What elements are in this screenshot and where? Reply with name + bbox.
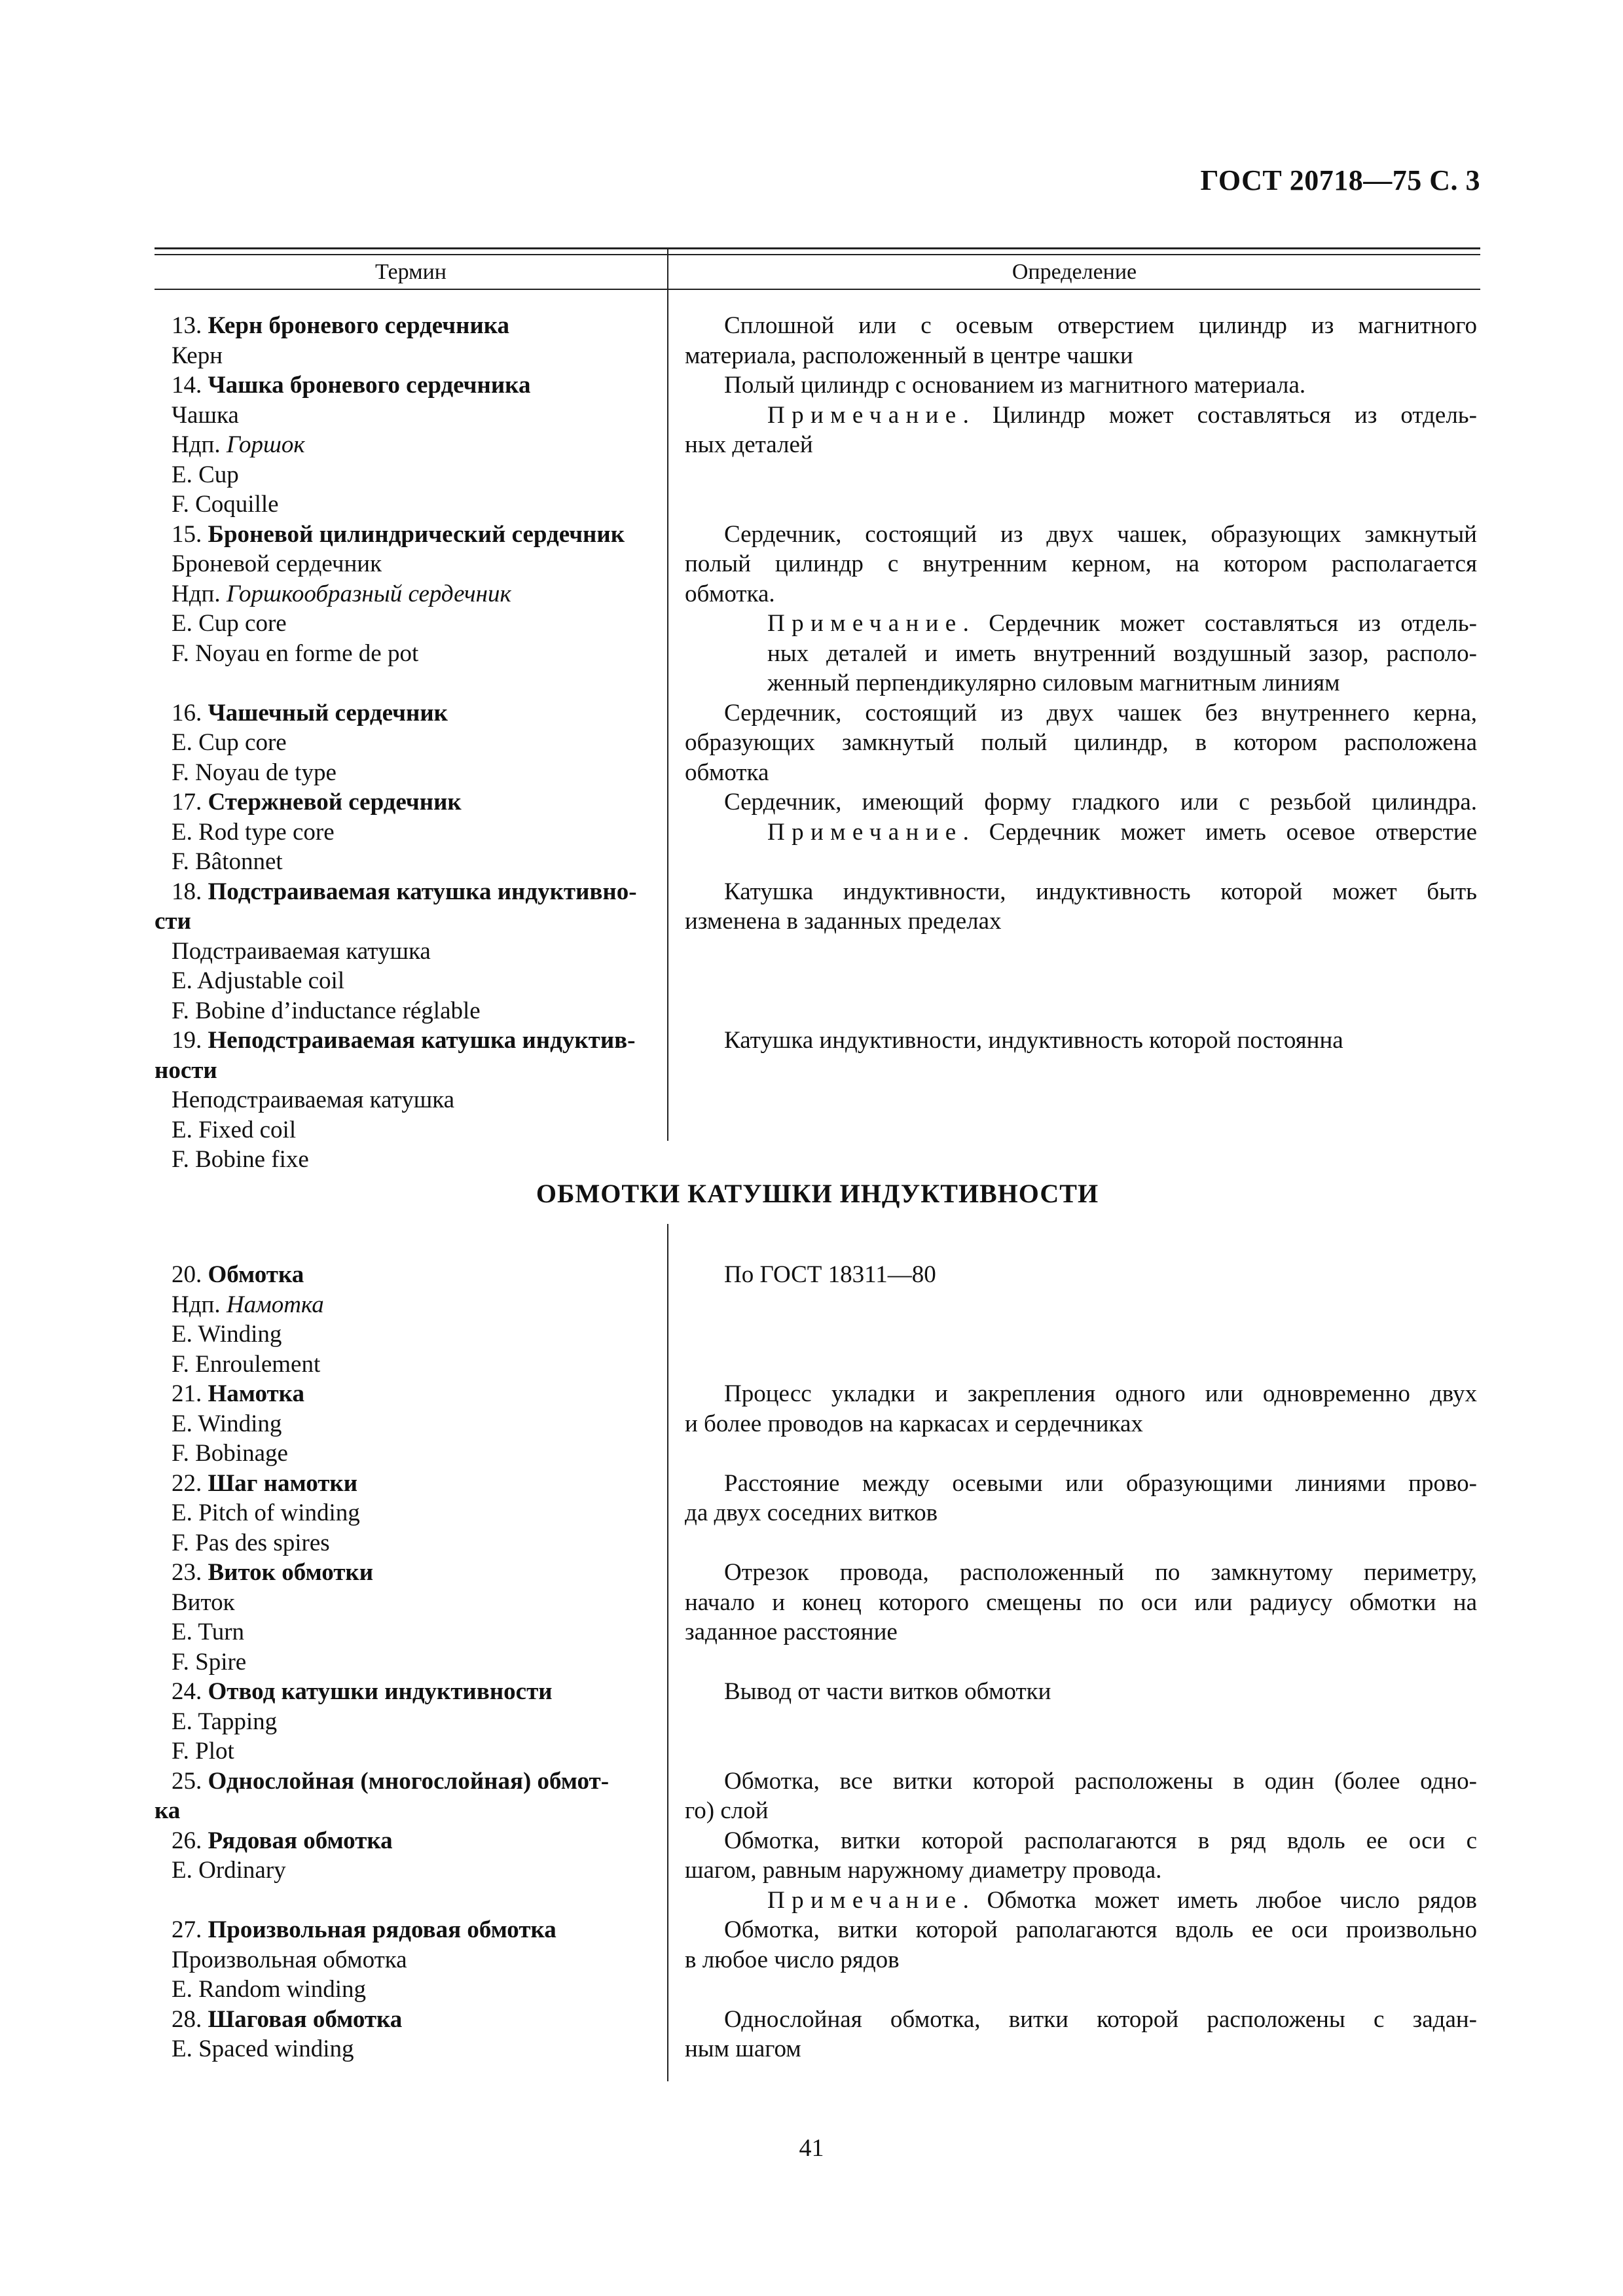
definition-line	[685, 1498, 1477, 1528]
term-line	[172, 1558, 661, 1588]
term-line	[172, 579, 661, 609]
term-name: Чашечный сердечник	[208, 699, 448, 726]
term-variant: E. Rod type core	[172, 818, 335, 846]
term-line	[172, 877, 661, 907]
term-variant: F. Bâtonnet	[172, 848, 283, 875]
term-number: 18.	[172, 878, 208, 905]
term-variant: E. Cup	[172, 461, 239, 488]
term-line	[172, 549, 661, 579]
term-line	[172, 1856, 661, 1886]
definition-line	[685, 1945, 1477, 1975]
term-line	[172, 996, 661, 1026]
page-number: 41	[799, 2134, 824, 2162]
definition-text: Катушка индуктивности, индуктивность которой может быть	[724, 878, 1477, 905]
term-number: 27.	[172, 1916, 208, 1943]
definition-text: Вывод от части витков обмотки	[724, 1678, 1051, 1705]
term-name: Намотка	[208, 1380, 304, 1407]
definition-line	[685, 1767, 1477, 1797]
definition-text: Обмотка, витки которой располагаются в ряд вдоль ее оси с	[724, 1827, 1477, 1854]
definition-text: женный перпендикулярно силовым магнитным линиям	[767, 670, 1340, 696]
term-line	[172, 341, 661, 371]
deprecated-term: Намотка	[226, 1291, 324, 1318]
term-line	[172, 639, 661, 669]
term-line	[172, 937, 661, 967]
definition-line	[685, 2034, 1477, 2064]
definition-line	[685, 787, 1477, 817]
block2-terms	[155, 1260, 661, 2064]
term-variant: F. Noyau en forme de pot	[172, 639, 419, 667]
term-line	[172, 1677, 661, 1707]
term-variant: E. Adjustable coil	[172, 967, 345, 994]
definition-line	[685, 847, 1477, 877]
definition-line	[685, 430, 1477, 460]
term-line	[172, 311, 661, 341]
term-name: Однослойная (многослойная) обмот-	[208, 1767, 610, 1795]
term-line	[172, 401, 661, 431]
table-header-rule	[155, 289, 1480, 290]
term-line	[172, 847, 661, 877]
definition-text: . Сердечник может составляться из отдель-	[962, 610, 1477, 637]
term-variant: F. Enroulement	[172, 1350, 321, 1378]
definition-line	[685, 490, 1477, 520]
term-line	[172, 1767, 661, 1797]
term-variant: E. Pitch of winding	[172, 1499, 360, 1526]
block1-definitions	[685, 311, 1477, 1056]
term-name: Виток обмотки	[208, 1559, 374, 1586]
term-variant: Произвольная обмотка	[172, 1946, 407, 1973]
term-variant: F. Bobine fixe	[172, 1146, 309, 1173]
definition-line	[685, 1350, 1477, 1380]
term-line	[172, 1915, 661, 1945]
term-name: Керн броневого сердечника	[208, 312, 510, 339]
term-line	[172, 758, 661, 788]
definition-line	[685, 1886, 1477, 1916]
definition-text: По ГОСТ 18311—80	[724, 1261, 936, 1288]
term-line	[172, 1379, 661, 1409]
definition-line	[685, 1617, 1477, 1647]
definition-line	[685, 937, 1477, 967]
term-line	[172, 1975, 661, 2005]
term-number: 14.	[172, 372, 208, 399]
definition-text: Полый цилиндр с основанием из магнитного материала.	[724, 372, 1306, 399]
term-line	[172, 1350, 661, 1380]
definition-line	[685, 341, 1477, 371]
term-variant: E. Spaced winding	[172, 2036, 354, 2062]
column-divider-2	[667, 1224, 668, 2081]
definition-line	[685, 1558, 1477, 1588]
definition-line	[685, 609, 1477, 639]
term-variant: F. Coquille	[172, 491, 279, 518]
term-line	[172, 817, 661, 848]
term-name: Рядовая обмотка	[208, 1827, 393, 1854]
definition-text: . Сердечник может иметь осевое отверстие	[962, 818, 1477, 846]
definition-text: в любое число рядов	[685, 1946, 900, 1973]
term-number: 26.	[172, 1827, 208, 1854]
term-name-continuation: ности	[155, 1056, 217, 1084]
term-line	[172, 1115, 661, 1145]
term-name: Отвод катушки индуктивности	[208, 1678, 553, 1705]
deprecated-label: Ндп.	[172, 580, 227, 607]
term-variant: E. Turn	[172, 1619, 245, 1645]
term-number: 17.	[172, 789, 208, 816]
term-variant: E. Cup core	[172, 610, 287, 637]
definition-text: Сплошной или с осевым отверстием цилиндр из магнитного	[724, 312, 1477, 339]
definition-line	[685, 1707, 1477, 1737]
term-number: 20.	[172, 1261, 208, 1288]
term-line	[155, 906, 661, 937]
term-number: 19.	[172, 1027, 208, 1054]
term-line	[172, 1498, 661, 1528]
definition-text: ных деталей	[685, 431, 813, 458]
section-title: ОБМОТКИ КАТУШКИ ИНДУКТИВНОСТИ	[536, 1179, 1099, 1208]
definition-text: обмотка	[685, 759, 769, 786]
term-variant: Неподстраиваемая катушка	[172, 1086, 455, 1113]
term-line	[172, 1826, 661, 1856]
term-variant: Чашка	[172, 401, 239, 429]
definition-line	[685, 1826, 1477, 1856]
term-line	[172, 1085, 661, 1115]
definition-text: заданное расстояние	[685, 1619, 898, 1645]
deprecated-term: Горшкообразный сердечник	[226, 580, 511, 607]
definition-line	[685, 1647, 1477, 1677]
term-number: 15.	[172, 520, 208, 548]
definition-line	[685, 1026, 1477, 1056]
definition-line	[685, 1677, 1477, 1707]
term-line	[172, 430, 661, 460]
term-line	[172, 490, 661, 520]
definition-line	[685, 401, 1477, 431]
term-line	[172, 1026, 661, 1056]
definition-line	[685, 877, 1477, 907]
term-number: 22.	[172, 1469, 208, 1497]
term-variant: E. Tapping	[172, 1708, 278, 1735]
definition-line	[685, 1856, 1477, 1886]
definition-text: Сердечник, состоящий из двух чашек, образующих замкнутый	[724, 520, 1477, 548]
column-divider-1	[667, 247, 668, 1141]
definition-line	[685, 1409, 1477, 1439]
term-name: Произвольная рядовая обмотка	[208, 1916, 556, 1943]
definition-text: Однослойная обмотка, витки которой расположены с задан-	[724, 2005, 1477, 2033]
definition-text: изменена в заданных пределах	[685, 908, 1002, 935]
term-line	[172, 1409, 661, 1439]
definition-text: . Обмотка может иметь любое число рядов	[962, 1886, 1477, 1914]
definition-text: Обмотка, все витки которой расположены в один (более одно-	[724, 1767, 1477, 1795]
definition-text: Сердечник, состоящий из двух чашек без внутреннего керна,	[724, 699, 1477, 726]
definition-text: шагом, равным наружному диаметру провода.	[685, 1857, 1162, 1884]
term-variant: Керн	[172, 342, 223, 369]
definition-text: Сердечник, имеющий форму гладкого или с резьбой цилиндра.	[724, 789, 1477, 816]
definition-line	[685, 1290, 1477, 1320]
definition-text: Процесс укладки и закрепления одного или одновременно двух	[724, 1380, 1477, 1407]
term-variant: F. Noyau de type	[172, 759, 337, 786]
deprecated-label: Ндп.	[172, 431, 227, 458]
term-number: 28.	[172, 2005, 208, 2033]
term-line	[172, 668, 661, 698]
deprecated-label: Ндп.	[172, 1291, 227, 1318]
definition-line	[685, 549, 1477, 579]
term-variant: E. Fixed coil	[172, 1116, 297, 1143]
term-line	[172, 1469, 661, 1499]
definition-text: ных деталей и иметь внутренний воздушный зазор, располо-	[767, 639, 1477, 667]
document-header: ГОСТ 20718—75 С. 3	[1200, 164, 1480, 196]
term-variant: E. Ordinary	[172, 1857, 286, 1884]
definition-line	[685, 728, 1477, 758]
term-variant: Виток	[172, 1588, 235, 1616]
term-name-continuation: сти	[155, 908, 191, 935]
term-variant: F. Pas des spires	[172, 1529, 330, 1556]
definition-line	[685, 460, 1477, 490]
definition-text: Расстояние между осевыми или образующими линиями прово-	[724, 1469, 1477, 1497]
term-variant: E. Cup core	[172, 729, 287, 756]
definition-text: материала, расположенный в центре чашки	[685, 342, 1133, 369]
term-line	[155, 1056, 661, 1086]
term-name: Подстраиваемая катушка индуктивно-	[208, 878, 637, 905]
term-variant: Подстраиваемая катушка	[172, 937, 431, 965]
term-number: 24.	[172, 1678, 208, 1705]
definition-line	[685, 1528, 1477, 1558]
definition-text: начало и конец которого смещены по оси или радиусу обмотки на	[685, 1588, 1477, 1616]
definition-text: полый цилиндр с внутренним керном, на котором располагается	[685, 550, 1477, 577]
definition-line	[685, 520, 1477, 550]
term-line	[172, 728, 661, 758]
term-line	[172, 1707, 661, 1737]
definition-text: Обмотка, витки которой раполагаются вдоль ее оси произвольно	[724, 1916, 1477, 1943]
term-variant: E. Winding	[172, 1410, 282, 1437]
definition-line	[685, 966, 1477, 996]
term-line	[172, 1528, 661, 1558]
term-number: 16.	[172, 699, 208, 726]
definition-text: обмотка.	[685, 580, 775, 607]
term-line	[172, 1319, 661, 1350]
definition-line	[685, 668, 1477, 698]
definition-line	[685, 1736, 1477, 1767]
note-label: Примечание	[767, 401, 963, 429]
term-line	[172, 698, 661, 728]
term-line	[172, 1736, 661, 1767]
column-header-term: Термин	[375, 260, 447, 284]
definition-text: и более проводов на каркасах и сердечниках	[685, 1410, 1143, 1437]
term-variant: F. Bobinage	[172, 1440, 288, 1467]
term-name-continuation: ка	[155, 1797, 181, 1824]
term-line	[172, 1945, 661, 1975]
term-line	[172, 1439, 661, 1469]
definition-text: . Цилиндр может составляться из отдель-	[962, 401, 1477, 429]
block2-definitions	[685, 1260, 1477, 2064]
definition-line	[685, 1915, 1477, 1945]
term-number: 21.	[172, 1380, 208, 1407]
definition-line	[685, 1796, 1477, 1826]
term-line	[172, 966, 661, 996]
definition-line	[685, 370, 1477, 401]
term-number: 25.	[172, 1767, 208, 1795]
term-variant: F. Spire	[172, 1648, 247, 1676]
definition-line	[685, 996, 1477, 1026]
term-line	[172, 1617, 661, 1647]
definition-line	[685, 1260, 1477, 1290]
definition-line	[685, 1469, 1477, 1499]
note-label: Примечание	[767, 610, 963, 637]
term-name: Шаговая обмотка	[208, 2005, 403, 2033]
term-name: Обмотка	[208, 1261, 304, 1288]
definition-text: ным шагом	[685, 2036, 801, 2062]
definition-line	[685, 1975, 1477, 2005]
term-name: Неподстраиваемая катушка индуктив-	[208, 1027, 636, 1054]
term-number: 23.	[172, 1559, 208, 1586]
term-variant: Броневой сердечник	[172, 550, 382, 577]
deprecated-term: Горшок	[226, 431, 305, 458]
term-line	[172, 1145, 661, 1175]
definition-text: образующих замкнутый полый цилиндр, в котором расположена	[685, 729, 1477, 756]
term-line	[172, 787, 661, 817]
definition-line	[685, 639, 1477, 669]
definition-line	[685, 758, 1477, 788]
definition-line	[685, 2005, 1477, 2035]
definition-line	[685, 1379, 1477, 1409]
block1-terms	[155, 311, 661, 1175]
note-label: Примечание	[767, 818, 963, 846]
definition-line	[685, 311, 1477, 341]
term-line	[172, 1886, 661, 1916]
note-label: Примечание	[767, 1886, 963, 1914]
definition-line	[685, 1439, 1477, 1469]
term-line	[172, 1588, 661, 1618]
definition-line	[685, 817, 1477, 848]
term-name: Стержневой сердечник	[208, 789, 462, 816]
table-top-rule	[155, 247, 1480, 249]
column-header-definition: Определение	[1012, 260, 1137, 284]
term-line	[172, 1647, 661, 1677]
definition-text: Отрезок провода, расположенный по замкнутому периметру,	[724, 1559, 1477, 1586]
definition-line	[685, 698, 1477, 728]
term-number: 13.	[172, 312, 208, 339]
term-line	[172, 1290, 661, 1320]
term-variant: E. Random winding	[172, 1976, 367, 2003]
term-name: Чашка броневого сердечника	[208, 372, 531, 399]
term-line	[172, 609, 661, 639]
term-line	[172, 460, 661, 490]
term-line	[172, 2034, 661, 2064]
term-line	[172, 520, 661, 550]
term-line	[172, 2005, 661, 2035]
definition-text: да двух соседних витков	[685, 1499, 938, 1526]
definition-text: Катушка индуктивности, индуктивность которой постоянна	[724, 1027, 1343, 1054]
term-line	[172, 1260, 661, 1290]
definition-line	[685, 579, 1477, 609]
definition-line	[685, 1319, 1477, 1350]
definition-text: го) слой	[685, 1797, 769, 1824]
definition-line	[685, 1588, 1477, 1618]
term-line	[155, 1796, 661, 1826]
term-variant: F. Plot	[172, 1738, 234, 1765]
term-variant: E. Winding	[172, 1321, 282, 1348]
term-name: Шаг намотки	[208, 1469, 358, 1497]
definition-line	[685, 906, 1477, 937]
term-name: Броневой цилиндрический сердечник	[208, 520, 625, 548]
table-top-rule-inner	[155, 254, 1480, 255]
term-variant: F. Bobine d’inductance réglable	[172, 997, 481, 1024]
term-line	[172, 370, 661, 401]
